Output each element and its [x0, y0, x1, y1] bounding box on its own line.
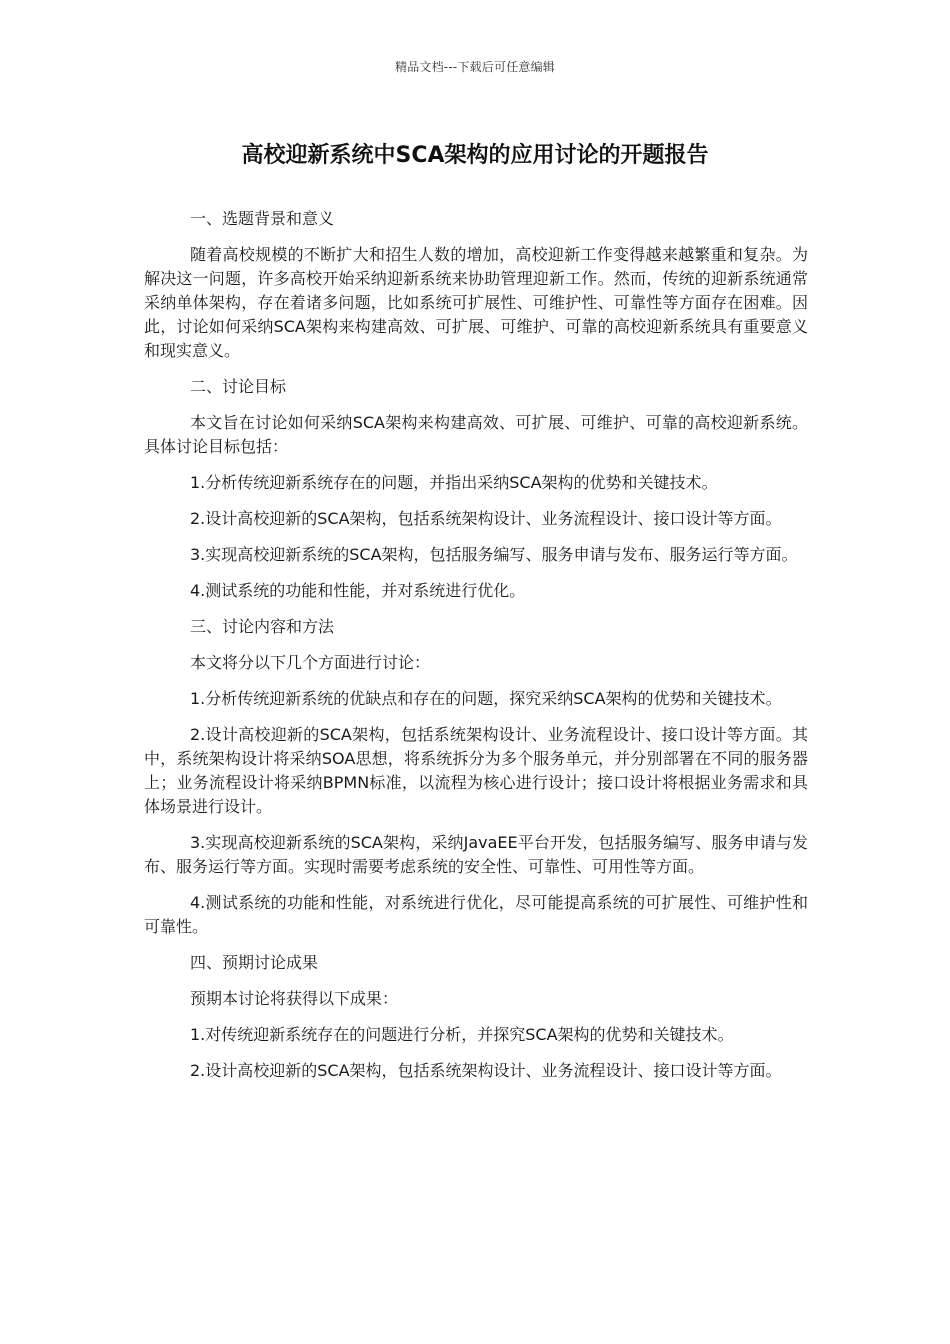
goal-item-3: 3.实现高校迎新系统的SCA架构，包括服务编写、服务申请与发布、服务运行等方面。	[190, 545, 798, 564]
paragraph-background: 随着高校规模的不断扩大和招生人数的增加，高校迎新工作变得越来越繁重和复杂。为解决这一问题，许多高校开始采纳迎新系统来协助管理迎新工作。然而，传统的迎新系统通常采纳单体架构，存在着诸多问题，比如系统可扩展性、可维护性、可靠性等方面存在困难。因此，讨论如何采纳SCA架构来构建高效、可扩展、可维护、可靠的高校迎新系统具有重要意义和现实意义。	[144, 245, 808, 360]
document-title: 高校迎新系统中SCA架构的应用讨论的开题报告	[241, 143, 709, 168]
result-item-2: 2.设计高校迎新的SCA架构，包括系统架构设计、业务流程设计、接口设计等方面。	[190, 1061, 782, 1080]
goal-item-4: 4.测试系统的功能和性能，并对系统进行优化。	[190, 581, 526, 600]
section-heading-content-methods: 三、讨论内容和方法	[190, 617, 335, 636]
paragraph-methods-intro: 本文将分以下几个方面进行讨论：	[190, 653, 431, 672]
section-heading-goals: 二、讨论目标	[190, 377, 287, 396]
paragraph-goals-intro: 本文旨在讨论如何采纳SCA架构来构建高效、可扩展、可维护、可靠的高校迎新系统。具体讨论目标包括：	[144, 413, 808, 456]
document-body	[144, 207, 808, 1095]
method-item-1: 1.分析传统迎新系统的优缺点和存在的问题，探究采纳SCA架构的优势和关键技术。	[190, 689, 782, 708]
paragraph-results-intro: 预期本讨论将获得以下成果：	[190, 989, 399, 1008]
goal-item-1: 1.分析传统迎新系统存在的问题，并指出采纳SCA架构的优势和关键技术。	[190, 473, 718, 492]
section-heading-expected-results: 四、预期讨论成果	[190, 953, 319, 972]
method-item-2: 2.设计高校迎新的SCA架构，包括系统架构设计、业务流程设计、接口设计等方面。其中，系统架构设计将采纳SOA思想，将系统拆分为多个服务单元，并分别部署在不同的服务器上；业务流程设计将采纳BPMN标准，以流程为核心进行设计；接口设计将根据业务需求和具体场景进行设计。	[144, 725, 808, 816]
page-header-note: 精品文档---下载后可任意编辑	[395, 60, 555, 74]
result-item-1: 1.对传统迎新系统存在的问题进行分析，并探究SCA架构的优势和关键技术。	[190, 1025, 734, 1044]
method-item-3: 3.实现高校迎新系统的SCA架构，采纳JavaEE平台开发，包括服务编写、服务申请与发布、服务运行等方面。实现时需要考虑系统的安全性、可靠性、可用性等方面。	[144, 833, 808, 876]
section-heading-background: 一、选题背景和意义	[190, 209, 335, 228]
method-item-4: 4.测试系统的功能和性能，对系统进行优化，尽可能提高系统的可扩展性、可维护性和可靠性。	[144, 893, 808, 936]
goal-item-2: 2.设计高校迎新的SCA架构，包括系统架构设计、业务流程设计、接口设计等方面。	[190, 509, 782, 528]
